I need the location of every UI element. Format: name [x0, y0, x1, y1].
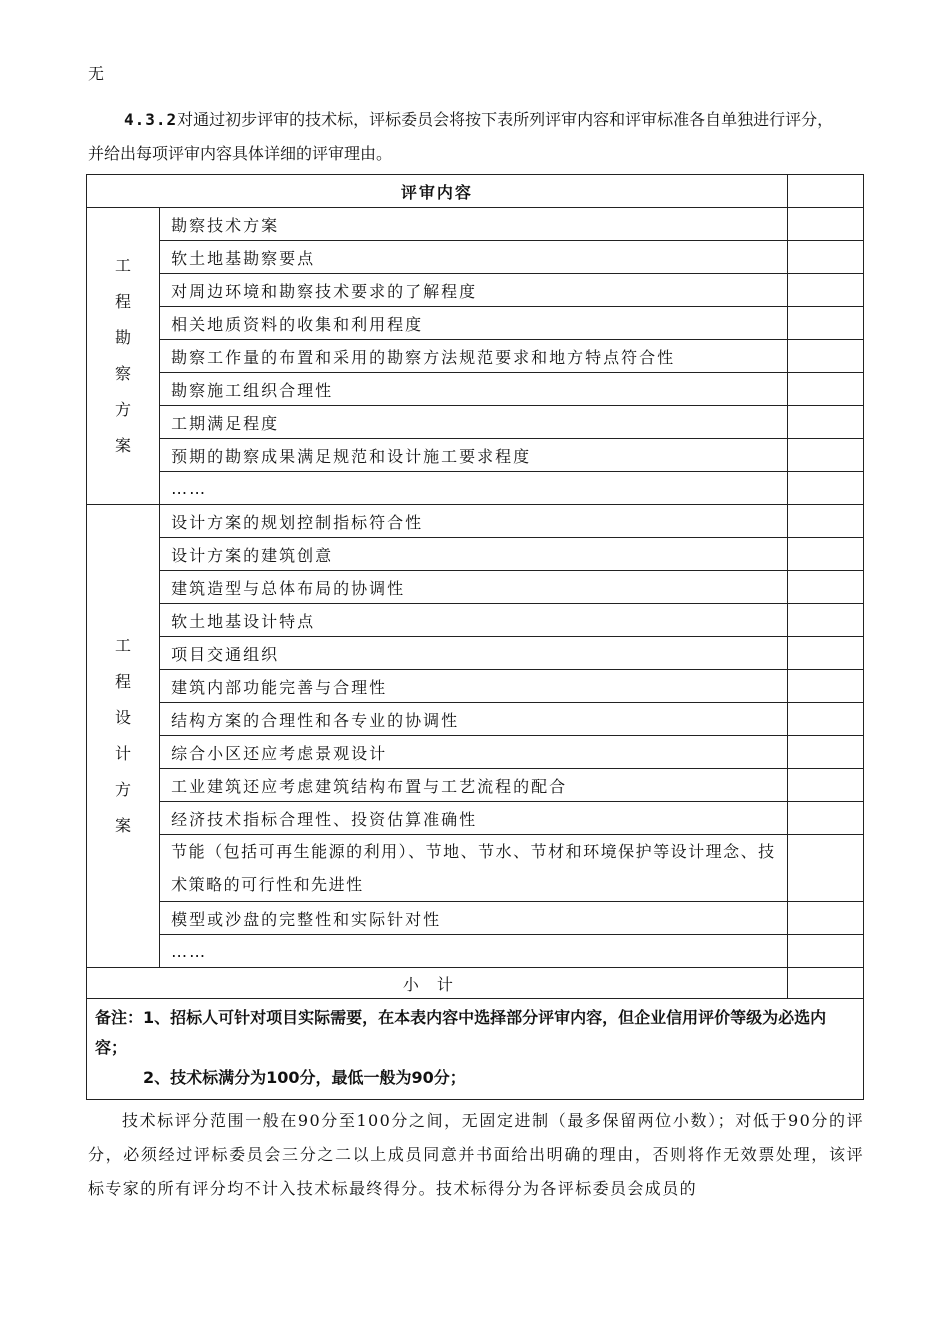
score-cell	[787, 472, 863, 505]
note-line-1: 备注：1、招标人可针对项目实际需要，在本表内容中选择部分评审内容，但企业信用评价等级为必选内容；	[95, 1008, 827, 1057]
review-item-cell: 设计方案的规划控制指标符合性	[160, 505, 788, 538]
score-cell	[787, 736, 863, 769]
table-row	[87, 373, 864, 406]
category-label: 工程设计方案	[115, 636, 132, 835]
category-label: 工程勘察方案	[115, 256, 132, 455]
table-row	[87, 736, 864, 769]
review-item-cell: 对周边环境和勘察技术要求的了解程度	[160, 274, 788, 307]
clause-number: 4.3.2	[124, 110, 178, 129]
table-row	[87, 670, 864, 703]
table-row	[87, 505, 864, 538]
score-cell	[787, 571, 863, 604]
score-cell	[787, 340, 863, 373]
score-cell	[787, 670, 863, 703]
table-row	[87, 703, 864, 736]
table-row	[87, 902, 864, 935]
note-cell	[87, 999, 864, 1100]
review-item-cell: 项目交通组织	[160, 637, 788, 670]
table-row	[87, 538, 864, 571]
table-row	[87, 769, 864, 802]
table-row	[87, 802, 864, 835]
review-item-cell: 建筑内部功能完善与合理性	[160, 670, 788, 703]
score-cell	[787, 439, 863, 472]
note-row	[87, 999, 864, 1100]
table-row	[87, 935, 864, 968]
table-row	[87, 571, 864, 604]
table-row	[87, 439, 864, 472]
review-item-cell: 软土地基设计特点	[160, 604, 788, 637]
review-item-cell: ……	[160, 472, 788, 505]
review-item-cell: 勘察施工组织合理性	[160, 373, 788, 406]
review-item-cell: 预期的勘察成果满足规范和设计施工要求程度	[160, 439, 788, 472]
table-row	[87, 472, 864, 505]
subtotal-score-cell	[787, 968, 863, 999]
table-row	[87, 835, 864, 902]
score-cell	[787, 769, 863, 802]
review-item-cell: 综合小区还应考虑景观设计	[160, 736, 788, 769]
table-header-row	[87, 175, 864, 208]
review-item-cell: 结构方案的合理性和各专业的协调性	[160, 703, 788, 736]
score-cell	[787, 538, 863, 571]
score-cell	[787, 637, 863, 670]
review-table	[86, 174, 864, 1100]
score-cell	[787, 406, 863, 439]
score-header-cell	[787, 175, 863, 208]
table-row	[87, 241, 864, 274]
review-item-cell: 节能（包括可再生能源的利用）、节地、节水、节材和环境保护等设计理念、技术策略的可行性和先进性	[160, 835, 788, 902]
score-cell	[787, 505, 863, 538]
review-item-cell: 建筑造型与总体布局的协调性	[160, 571, 788, 604]
table-row	[87, 604, 864, 637]
review-item-cell: 经济技术指标合理性、投资估算准确性	[160, 802, 788, 835]
review-item-cell: 勘察技术方案	[160, 208, 788, 241]
score-cell	[787, 274, 863, 307]
category-cell	[87, 505, 160, 968]
score-cell	[787, 208, 863, 241]
clause-text-1: 对通过初步评审的技术标，评标委员会将按下表所列评审内容和评审标准各自单独进行评分，	[177, 110, 834, 129]
table-row	[87, 307, 864, 340]
table-row	[87, 274, 864, 307]
score-cell	[787, 935, 863, 968]
score-cell	[787, 835, 863, 902]
category-cell	[87, 208, 160, 505]
note-line-2: 2、技术标满分为100分，最低一般为90分；	[143, 1068, 466, 1087]
score-cell	[787, 241, 863, 274]
review-item-cell: 软土地基勘察要点	[160, 241, 788, 274]
review-item-cell: 勘察工作量的布置和采用的勘察方法规范要求和地方特点符合性	[160, 340, 788, 373]
table-row	[87, 406, 864, 439]
table-row	[87, 208, 864, 241]
review-item-cell: 工期满足程度	[160, 406, 788, 439]
clause-line-2: 并给出每项评审内容具体详细的评审理由。	[88, 144, 393, 163]
table-row	[87, 340, 864, 373]
score-cell	[787, 373, 863, 406]
leading-text: 无	[88, 64, 105, 83]
table-row	[87, 637, 864, 670]
clause-line-1	[124, 110, 833, 130]
table-header-cell: 评审内容	[87, 175, 788, 208]
subtotal-label: 小计	[87, 968, 788, 999]
score-cell	[787, 604, 863, 637]
review-item-cell: ……	[160, 935, 788, 968]
subtotal-row	[87, 968, 864, 999]
score-cell	[787, 802, 863, 835]
score-cell	[787, 703, 863, 736]
review-item-cell: 设计方案的建筑创意	[160, 538, 788, 571]
score-cell	[787, 307, 863, 340]
review-item-cell: 工业建筑还应考虑建筑结构布置与工艺流程的配合	[160, 769, 788, 802]
review-item-cell: 模型或沙盘的完整性和实际针对性	[160, 902, 788, 935]
score-cell	[787, 902, 863, 935]
review-item-cell: 相关地质资料的收集和利用程度	[160, 307, 788, 340]
bottom-paragraph: 技术标评分范围一般在90分至100分之间，无固定进制（最多保留两位小数）；对低于90分的评分，必须经过评标委员会三分之二以上成员同意并书面给出明确的理由，否则将作无效票处理，该评标专家的所有评分均不计入技术标最终得分。技术标得分为各评标委员会成员的	[88, 1111, 864, 1198]
